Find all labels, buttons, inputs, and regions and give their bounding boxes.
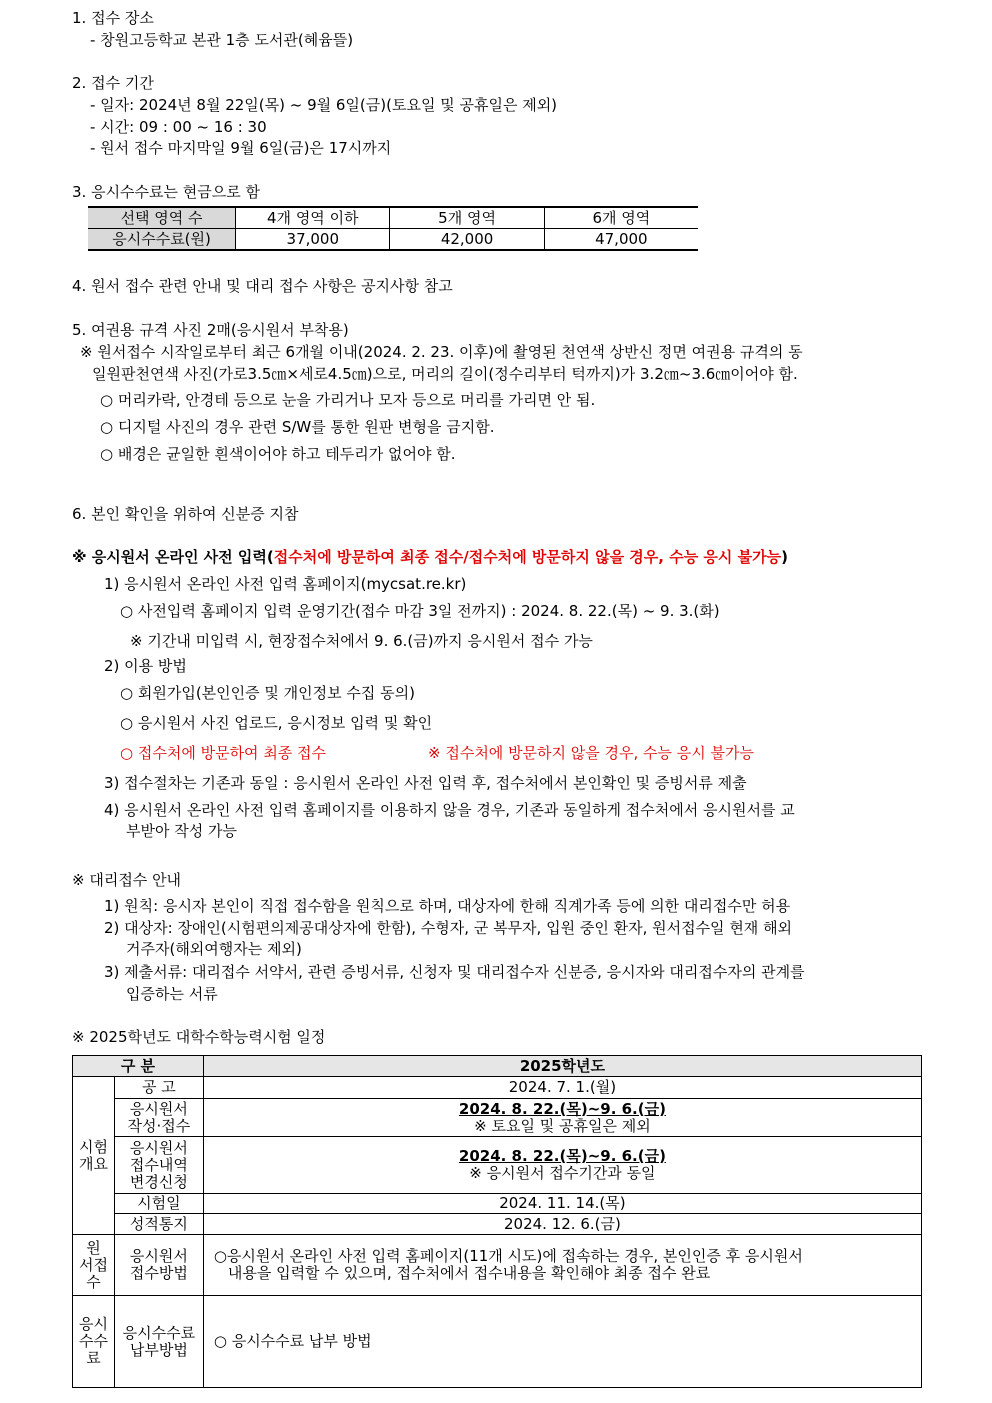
schedule-row-label: 시험일 xyxy=(114,1194,203,1214)
schedule-group-application: 원 서접 수 xyxy=(73,1235,115,1296)
schedule-row-value: ○응시원서 온라인 사전 입력 홈페이지(11개 시도)에 접속하는 경우, 본인인증 후 응시원서 내용을 입력할 수 있으며, 접수처에서 접수내용을 확인해야 최종 접수 완료 xyxy=(203,1235,921,1296)
schedule-row-label: 응시수수료 납부방법 xyxy=(114,1296,203,1388)
fee-header-cell: 5개 영역 xyxy=(390,207,544,229)
proxy-title: ※ 대리접수 안내 xyxy=(72,871,182,889)
section-2-deadline: - 원서 접수 마지막일 9월 6일(금)은 17시까지 xyxy=(90,139,392,157)
schedule-group-overview: 시험 개요 xyxy=(73,1077,115,1235)
section-6-title: 6. 본인 확인을 위하여 신분증 지참 xyxy=(72,505,299,523)
schedule-row-label: 공 고 xyxy=(114,1077,203,1099)
schedule-group-fee: 응시 수수 료 xyxy=(73,1296,115,1388)
proxy-line: 2) 대상자: 장애인(시험편의제공대상자에 한함), 수형자, 군 복무자, 입원 중인 환자, 원서접수일 현재 해외 xyxy=(104,919,793,937)
fee-value: 42,000 xyxy=(390,229,544,251)
section-5-bullet: ○ 디지털 사진의 경우 관련 S/W를 통한 원판 변형을 금지함. xyxy=(100,418,495,436)
online-item-1-note: ※ 기간내 미입력 시, 현장접수처에서 9. 6.(금)까지 응시원서 접수 가능 xyxy=(130,632,593,650)
schedule-row-label: 응시원서 작성·접수 xyxy=(114,1099,203,1137)
fee-header-cell: 선택 영역 수 xyxy=(88,207,236,229)
online-item-2-red-a: ○ 접수처에 방문하여 최종 접수 xyxy=(120,744,327,762)
section-5-note-1: ※ 원서접수 시작일로부터 최근 6개월 이내(2024. 2. 23. 이후)에 촬영된 천연색 상반신 정면 여권용 규격의 동 xyxy=(80,343,803,361)
schedule-row-value: 2024. 11. 14.(목) xyxy=(203,1194,921,1214)
schedule-header-left: 구 분 xyxy=(73,1056,204,1077)
online-item-4a: 4) 응시원서 온라인 사전 입력 홈페이지를 이용하지 않을 경우, 기존과 동일하게 접수처에서 응시원서를 교 xyxy=(104,801,795,819)
schedule-row-value: 2024. 12. 6.(금) xyxy=(203,1214,921,1235)
online-item-1: 1) 응시원서 온라인 사전 입력 홈페이지(mycsat.re.kr) xyxy=(104,575,467,593)
fee-header-cell: 4개 영역 이하 xyxy=(236,207,390,229)
section-2-time: - 시간: 09 : 00 ~ 16 : 30 xyxy=(90,118,267,136)
fee-row-label: 응시수수료(원) xyxy=(88,229,236,251)
schedule-header-right: 2025학년도 xyxy=(203,1056,921,1077)
online-item-3: 3) 접수절차는 기존과 동일 : 응시원서 온라인 사전 입력 후, 접수처에서 본인확인 및 증빙서류 제출 xyxy=(104,774,747,792)
online-item-2-sub: ○ 회원가입(본인인증 및 개인정보 수집 동의) xyxy=(120,684,415,702)
fee-header-cell: 6개 영역 xyxy=(544,207,698,229)
schedule-row-value: 2024. 8. 22.(목)~9. 6.(금) ※ 응시원서 접수기간과 동일 xyxy=(203,1137,921,1194)
section-5-bullet: ○ 배경은 균일한 흰색이어야 하고 테두리가 없어야 함. xyxy=(100,445,456,463)
schedule-row-label: 응시원서 접수내역 변경신청 xyxy=(114,1137,203,1194)
online-item-4b: 부받아 작성 가능 xyxy=(126,822,237,840)
proxy-line: 1) 원칙: 응시자 본인이 직접 접수함을 원칙으로 하며, 대상자에 한해 직계가족 등에 의한 대리접수만 허용 xyxy=(104,897,791,915)
schedule-row-value: 2024. 8. 22.(목)~9. 6.(금) ※ 토요일 및 공휴일은 제외 xyxy=(203,1099,921,1137)
section-1-line: - 창원고등학교 본관 1층 도서관(혜윰뜰) xyxy=(90,31,354,49)
schedule-row-value: 2024. 7. 1.(월) xyxy=(203,1077,921,1099)
fee-value: 47,000 xyxy=(544,229,698,251)
proxy-line: 입증하는 서류 xyxy=(126,985,218,1003)
section-5-note-2: 일원판천연색 사진(가로3.5㎝×세로4.5㎝)으로, 머리의 길이(정수리부터 턱까지)가 3.2㎝~3.6㎝이어야 함. xyxy=(92,365,798,383)
online-item-2: 2) 이용 방법 xyxy=(104,657,187,675)
section-4-title: 4. 원서 접수 관련 안내 및 대리 접수 사항은 공지사항 참고 xyxy=(72,277,453,295)
section-5-bullet: ○ 머리카락, 안경테 등으로 눈을 가리거나 모자 등으로 머리를 가리면 안 됨. xyxy=(100,391,596,409)
section-3-title: 3. 응시수수료는 현금으로 함 xyxy=(72,183,261,201)
fee-table xyxy=(88,206,698,251)
schedule-table xyxy=(72,1055,922,1388)
schedule-row-value: ○ 응시수수료 납부 방법 xyxy=(203,1296,921,1388)
proxy-line: 3) 제출서류: 대리접수 서약서, 관련 증빙서류, 신청자 및 대리접수자 신분증, 응시자와 대리접수자의 관계를 xyxy=(104,963,805,981)
online-item-2-sub: ○ 응시원서 사진 업로드, 응시정보 입력 및 확인 xyxy=(120,714,433,732)
section-5-title: 5. 여권용 규격 사진 2매(응시원서 부착용) xyxy=(72,321,349,339)
online-item-2-red-b: ※ 접수처에 방문하지 않을 경우, 수능 응시 불가능 xyxy=(428,744,755,762)
proxy-line: 거주자(해외여행자는 제외) xyxy=(126,940,302,958)
fee-value: 37,000 xyxy=(236,229,390,251)
schedule-row-label: 응시원서 접수방법 xyxy=(114,1235,203,1296)
schedule-row-label: 성적통지 xyxy=(114,1214,203,1235)
section-2-title: 2. 접수 기간 xyxy=(72,74,154,92)
section-2-date: - 일자: 2024년 8월 22일(목) ~ 9월 6일(금)(토요일 및 공휴일은 제외) xyxy=(90,96,558,114)
section-1-title: 1. 접수 장소 xyxy=(72,9,154,27)
schedule-title: ※ 2025학년도 대학수학능력시험 일정 xyxy=(72,1028,326,1046)
online-item-1-sub: ○ 사전입력 홈페이지 입력 운영기간(접수 마감 3일 전까지) : 2024. 8. 22.(목) ~ 9. 3.(화) xyxy=(120,602,720,620)
online-title: ※ 응시원서 온라인 사전 입력(접수처에 방문하여 최종 접수/접수처에 방문하지 않을 경우, 수능 응시 불가능) xyxy=(72,548,788,566)
